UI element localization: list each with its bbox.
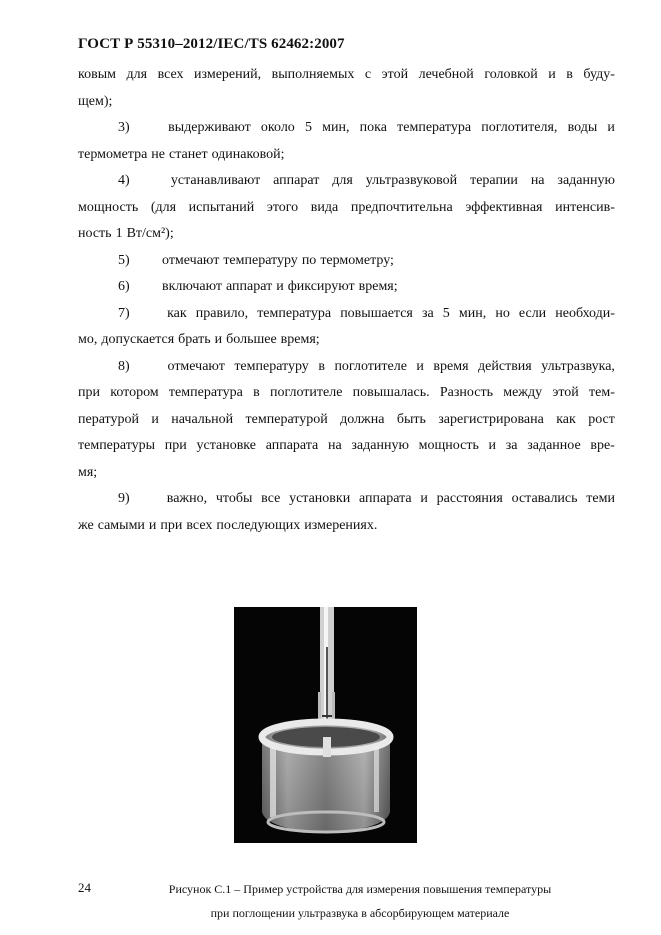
word: ковым xyxy=(78,67,116,82)
word: время; xyxy=(358,279,398,294)
word: температура xyxy=(257,305,332,321)
text-line xyxy=(78,327,615,354)
word: тем- xyxy=(589,385,615,400)
text-line xyxy=(78,89,615,116)
word: важно, xyxy=(166,491,208,506)
word: всех xyxy=(186,517,213,533)
text-line xyxy=(78,115,615,142)
word: испытаний xyxy=(188,199,255,215)
text-line xyxy=(78,486,615,513)
word: выдерживают xyxy=(168,120,251,135)
word: 1 xyxy=(115,226,123,241)
list-number: 7) xyxy=(118,305,130,321)
figure-photo xyxy=(234,607,417,843)
word: оставались xyxy=(511,491,578,506)
word: включают xyxy=(162,279,222,294)
word: повышается xyxy=(340,305,413,321)
word: если xyxy=(518,305,547,321)
body-text xyxy=(78,62,615,539)
word: головкой xyxy=(484,67,538,82)
word: чтобы xyxy=(215,491,253,506)
word: допускается xyxy=(101,332,175,347)
word: мо, xyxy=(78,332,98,347)
word: рост xyxy=(588,411,615,427)
word: лечебной xyxy=(418,67,474,82)
word: поглотителя, xyxy=(481,120,558,135)
word: (для xyxy=(150,199,177,215)
word: щем); xyxy=(78,93,113,109)
list-number: 8) xyxy=(118,358,130,374)
word: заданное xyxy=(527,438,581,453)
word: правило, xyxy=(195,305,249,321)
text-line xyxy=(78,142,615,169)
word: отмечают xyxy=(162,252,220,268)
word: между xyxy=(503,385,543,400)
word: Разность xyxy=(439,385,493,400)
word: одинаковой; xyxy=(211,146,285,162)
beaker-thermometer-photo xyxy=(234,607,417,843)
word: время; xyxy=(280,332,320,347)
word: установки xyxy=(289,491,351,506)
word: пературой xyxy=(78,411,139,427)
word: предпочтительна xyxy=(350,199,453,215)
word: и xyxy=(488,438,497,453)
text-line xyxy=(78,221,615,248)
word: термометру; xyxy=(320,252,394,268)
word: ультразвука, xyxy=(541,358,615,374)
text-line xyxy=(78,274,615,301)
word: мощность xyxy=(78,199,139,215)
word: аппарата xyxy=(265,438,319,453)
word: и xyxy=(607,120,615,135)
word: мя; xyxy=(78,464,98,480)
text-line xyxy=(78,380,615,407)
word: для xyxy=(126,67,148,82)
word: около xyxy=(260,120,295,135)
word: мин, xyxy=(458,305,487,321)
document-header: ГОСТ Р 55310–2012/IEC/TS 62462:2007 xyxy=(78,36,345,52)
list-number: 4) xyxy=(118,173,130,188)
word: в xyxy=(253,385,260,400)
word: этой xyxy=(552,385,579,400)
word: пока xyxy=(359,120,387,135)
word: аппарат xyxy=(225,279,273,294)
word: необходи- xyxy=(555,305,615,321)
word: же xyxy=(78,517,94,533)
text-line xyxy=(78,513,615,540)
word: фиксируют xyxy=(287,279,355,294)
word: за xyxy=(421,305,434,321)
text-line xyxy=(78,433,615,460)
figure-caption xyxy=(100,877,620,925)
word: интенсив- xyxy=(555,199,615,215)
word: расстояния xyxy=(436,491,503,506)
word: заданную xyxy=(351,438,409,453)
word: последующих xyxy=(216,517,301,533)
word: ность xyxy=(78,226,112,241)
word: температурой xyxy=(245,411,328,427)
text-line xyxy=(78,460,615,487)
word: аппарата xyxy=(359,491,412,506)
word: и xyxy=(148,517,157,533)
word: за xyxy=(505,438,518,453)
word: терапии xyxy=(470,173,518,188)
word: для xyxy=(332,173,353,188)
word: заданную xyxy=(557,173,615,188)
word: температуру xyxy=(234,358,309,374)
word: брать xyxy=(178,332,211,347)
word: буду- xyxy=(583,67,615,82)
word: поглотителе xyxy=(334,358,407,374)
word: все xyxy=(261,491,281,506)
list-number: 5) xyxy=(118,252,130,268)
word: ультразвуковой xyxy=(365,173,458,188)
text-line xyxy=(78,407,615,434)
word: на xyxy=(327,438,342,453)
text-line xyxy=(78,301,615,328)
word: этой xyxy=(381,67,409,82)
word: теми xyxy=(586,491,615,506)
word: аппарат xyxy=(273,173,320,188)
word: как xyxy=(556,411,576,427)
word: при xyxy=(160,517,183,533)
word: действия xyxy=(478,358,532,374)
word: и xyxy=(416,358,424,374)
word: при xyxy=(164,438,187,453)
word: с xyxy=(364,67,372,82)
word: всех xyxy=(157,67,184,82)
text-line xyxy=(78,354,615,381)
word: и xyxy=(420,491,428,506)
word: и xyxy=(214,332,223,347)
word: мощность xyxy=(418,438,479,453)
word: устанавливают xyxy=(170,173,261,188)
text-line xyxy=(78,248,615,275)
word: зарегистрирована xyxy=(438,411,544,427)
word: и xyxy=(548,67,556,82)
word: время xyxy=(433,358,469,374)
list-number: 9) xyxy=(118,491,130,506)
word: начальной xyxy=(171,411,234,427)
word: не xyxy=(151,146,166,162)
word: как xyxy=(167,305,187,321)
word: измерениях. xyxy=(304,517,378,533)
word: вре- xyxy=(590,438,615,453)
word: термометра xyxy=(78,146,148,162)
text-line xyxy=(78,62,615,89)
word: 5 xyxy=(442,305,450,321)
word: по xyxy=(301,252,317,268)
word: измерений, xyxy=(194,67,262,82)
word: отмечают xyxy=(167,358,225,374)
text-line xyxy=(78,195,615,222)
word: вида xyxy=(310,199,339,215)
word: в xyxy=(566,67,573,82)
word: котором xyxy=(110,385,159,400)
word: станет xyxy=(169,146,208,162)
word: поглотителе xyxy=(269,385,343,400)
list-number: 3) xyxy=(118,120,130,135)
text-line xyxy=(78,168,615,195)
word: температура xyxy=(168,385,243,400)
caption-line-2: при поглощении ультразвука в абсорбирующем материале xyxy=(210,906,510,920)
word: температуру xyxy=(223,252,298,268)
word: быть xyxy=(396,411,426,427)
word: температуры xyxy=(78,438,156,453)
list-number: 6) xyxy=(118,279,130,294)
word: при xyxy=(78,385,100,400)
word: на xyxy=(530,173,545,188)
word: температура xyxy=(397,120,472,135)
word: большее xyxy=(226,332,277,347)
caption-line-1: Рисунок С.1 – Пример устройства для измерения повышения температуры xyxy=(168,882,552,896)
word: и xyxy=(151,411,159,427)
word: установке xyxy=(196,438,256,453)
word: в xyxy=(318,358,325,374)
word: и xyxy=(276,279,284,294)
word: должна xyxy=(340,411,385,427)
word: выполняемых xyxy=(271,67,355,82)
word: этого xyxy=(266,199,299,215)
word: мин, xyxy=(322,120,350,135)
word: но xyxy=(495,305,510,321)
word: эффективная xyxy=(465,199,543,215)
word: Вт/см²); xyxy=(126,226,174,241)
word: самыми xyxy=(97,517,145,533)
page-number: 24 xyxy=(78,880,91,895)
word: 5 xyxy=(304,120,312,135)
word: повышалась. xyxy=(352,385,430,400)
word: воды xyxy=(567,120,598,135)
